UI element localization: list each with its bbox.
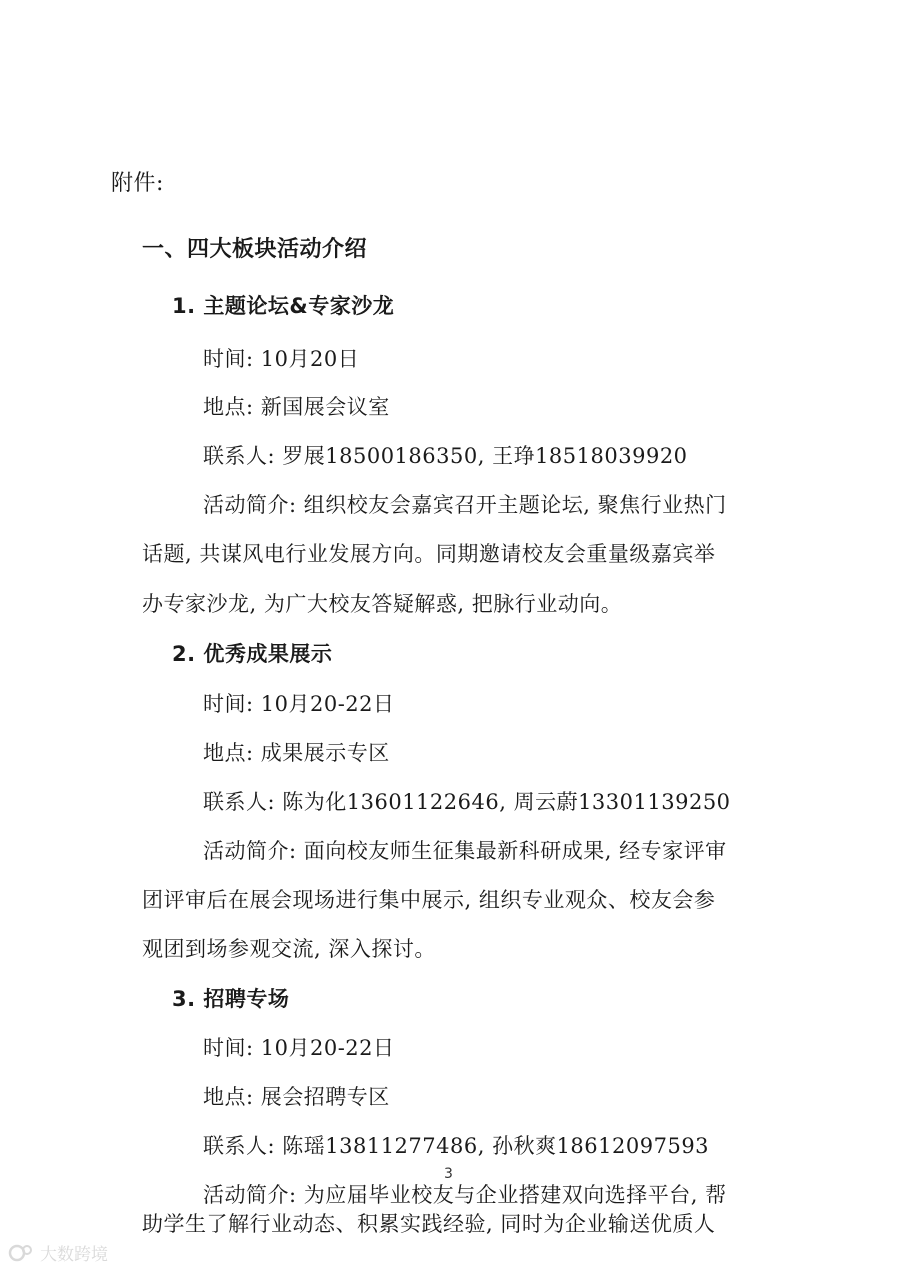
section-2-time: 时间: 10月20-22日 <box>203 692 395 716</box>
section-3-contact: 联系人: 陈瑶13811277486, 孙秋爽18612097593 <box>203 1134 710 1158</box>
watermark <box>8 1240 108 1265</box>
section-1-intro-line-3: 办专家沙龙, 为广大校友答疑解惑, 把脉行业动向。 <box>142 592 623 616</box>
section-2-intro-line-3: 观团到场参观交流, 深入探讨。 <box>142 937 436 961</box>
section-2-contact: 联系人: 陈为化13601122646, 周云蔚13301139250 <box>203 790 731 814</box>
section-1-contact: 联系人: 罗展18500186350, 王琤18518039920 <box>203 444 688 468</box>
attachment-label: 附件: <box>111 171 164 196</box>
section-heading-1: 1. 主题论坛&专家沙龙 <box>172 294 395 318</box>
logo-icon <box>8 1243 34 1263</box>
section-2-intro-line-1: 活动简介: 面向校友师生征集最新科研成果, 经专家评审 <box>203 839 727 863</box>
section-1-time: 时间: 10月20日 <box>203 347 360 371</box>
section-heading-3: 3. 招聘专场 <box>172 987 290 1011</box>
section-1-intro-line-2: 话题, 共谋风电行业发展方向。同期邀请校友会重量级嘉宾举 <box>142 542 716 566</box>
section-3-place: 地点: 展会招聘专区 <box>203 1085 390 1109</box>
section-2-intro-line-2: 团评审后在展会现场进行集中展示, 组织专业观众、校友会参 <box>142 888 716 912</box>
section-3-time: 时间: 10月20-22日 <box>203 1036 395 1060</box>
section-1-intro-line-1: 活动简介: 组织校友会嘉宾召开主题论坛, 聚焦行业热门 <box>203 493 727 517</box>
section-3-intro-line-1: 活动简介: 为应届毕业校友与企业搭建双向选择平台, 帮 <box>203 1183 727 1207</box>
page-number: 3 <box>444 1166 453 1182</box>
section-2-place: 地点: 成果展示专区 <box>203 741 390 765</box>
section-title: 一、四大板块活动介绍 <box>142 237 368 262</box>
section-3-intro-line-2: 助学生了解行业动态、积累实践经验, 同时为企业输送优质人 <box>142 1212 716 1236</box>
section-heading-2: 2. 优秀成果展示 <box>172 642 333 666</box>
watermark-text: 大数跨境 <box>40 1245 108 1265</box>
section-1-place: 地点: 新国展会议室 <box>203 395 390 419</box>
